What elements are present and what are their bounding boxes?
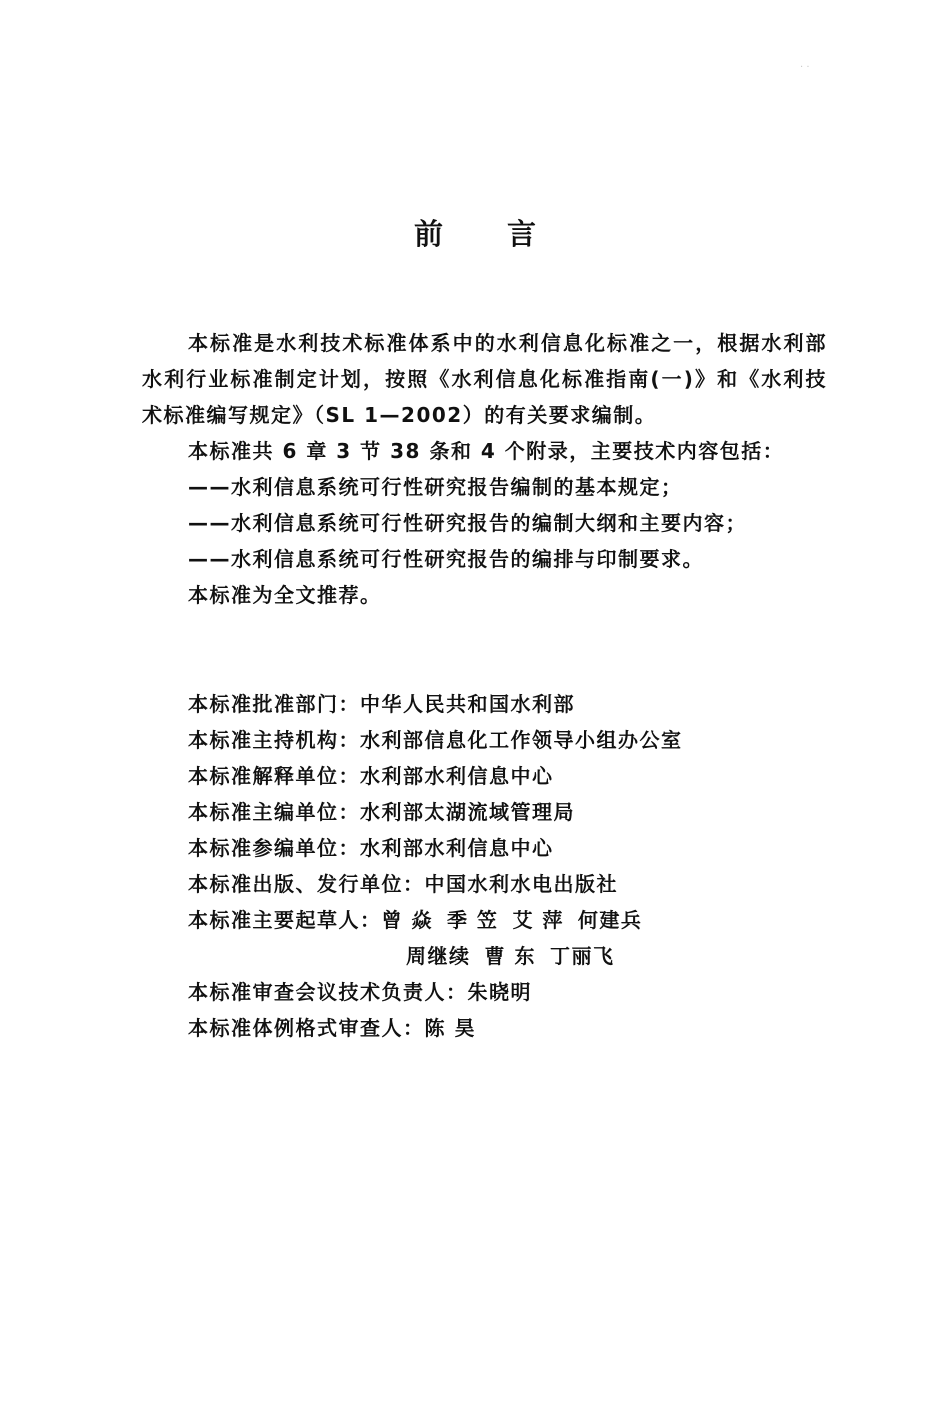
drafter-name: 艾 萍 [512, 908, 564, 932]
drafters-line-continued [188, 938, 828, 974]
recommendation-line: 本标准为全文推荐。 [188, 583, 382, 607]
drafters-label: 本标准主要起草人： [188, 908, 382, 932]
review-tech-lead: 本标准审查会议技术负责人：朱晓明 [188, 980, 532, 1004]
preface-body [142, 325, 827, 613]
co-editor-unit: 本标准参编单位：水利部水利信息中心 [188, 836, 554, 860]
content-item: ——水利信息系统可行性研究报告编制的基本规定； [188, 475, 683, 499]
intro-paragraph: 本标准是水利技术标准体系中的水利信息化标准之一，根据水利部水利行业标准制定计划，按照《水利信息化标准指南(一)》和《水利技术标准编写规定》（SL 1—2002）的有关要求编制。 [142, 331, 827, 427]
page-title: 前言 [413, 217, 600, 251]
drafter-name: 何建兵 [577, 908, 643, 932]
drafter-name: 丁丽飞 [549, 944, 615, 968]
drafter-name: 季 笠 [446, 908, 499, 932]
approval-department: 本标准批准部门：中华人民共和国水利部 [188, 692, 575, 716]
drafters-line [188, 902, 828, 938]
drafter-name: 曾 焱 [381, 908, 433, 932]
drafter-name: 周继续 [406, 944, 471, 968]
page-mark: · · [800, 62, 810, 73]
publisher: 本标准出版、发行单位：中国水利水电出版社 [188, 872, 618, 896]
interpretation-unit: 本标准解释单位：水利部水利信息中心 [188, 764, 554, 788]
format-reviewer: 本标准体例格式审查人：陈 昊 [188, 1016, 476, 1040]
structure-line: 本标准共 6 章 3 节 38 条和 4 个附录，主要技术内容包括： [188, 439, 785, 463]
chief-editor-unit: 本标准主编单位：水利部太湖流域管理局 [188, 800, 575, 824]
info-block [188, 686, 828, 1046]
content-item: ——水利信息系统可行性研究报告的编排与印制要求。 [188, 547, 704, 571]
host-organization: 本标准主持机构：水利部信息化工作领导小组办公室 [188, 728, 683, 752]
content-item: ——水利信息系统可行性研究报告的编制大纲和主要内容； [188, 511, 747, 535]
drafter-name: 曹 东 [484, 944, 536, 968]
